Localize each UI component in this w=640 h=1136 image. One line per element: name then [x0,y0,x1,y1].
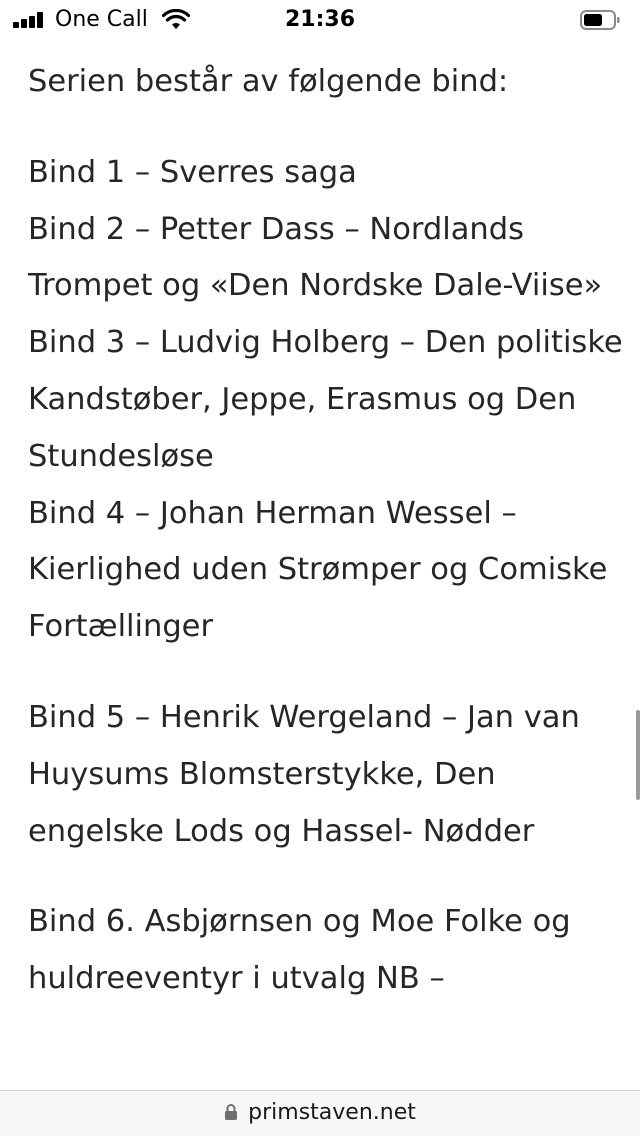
volume-list-paragraph [28,145,628,656]
scrollbar[interactable] [636,710,640,800]
article-body [28,54,628,1008]
status-bar [0,0,640,40]
lock-icon [224,1103,238,1121]
battery-icon [580,9,620,31]
paragraph-spacer [28,656,628,690]
volume-entry-6: Bind 6. Asbjørnsen og Moe Folke og huldreeventyr i utvalg NB – [28,904,571,997]
volume-entry-3: Bind 3 – Ludvig Holberg – Den politiske Kandstøber, Jeppe, Erasmus og Den Stundesløse [28,325,623,474]
volume-entry-1: Bind 1 – Sverres saga [28,154,357,190]
volume-entry-5: Bind 5 – Henrik Wergeland – Jan van Huysums Blomsterstykke, Den engelske Lods og Hassel- Nødder [28,699,580,849]
series-intro: Serien består av følgende bind: [28,64,509,99]
paragraph-spacer [28,860,628,894]
address-bar[interactable] [0,1090,640,1136]
volume-entry-4: Bind 4 – Johan Herman Wessel – Kierlighed uden Strømper og Comiske Fortællinger [28,495,608,645]
paragraph-spacer [28,111,628,145]
url-display[interactable] [0,1099,640,1127]
status-time: 21:36 [284,7,356,32]
carrier-name: One Call [55,7,148,32]
volume-entry-2: Bind 2 – Petter Dass – Nordlands Trompet og «Den Nordske Dale-Viise» [28,211,603,304]
url-text: primstaven.net [248,1100,416,1125]
